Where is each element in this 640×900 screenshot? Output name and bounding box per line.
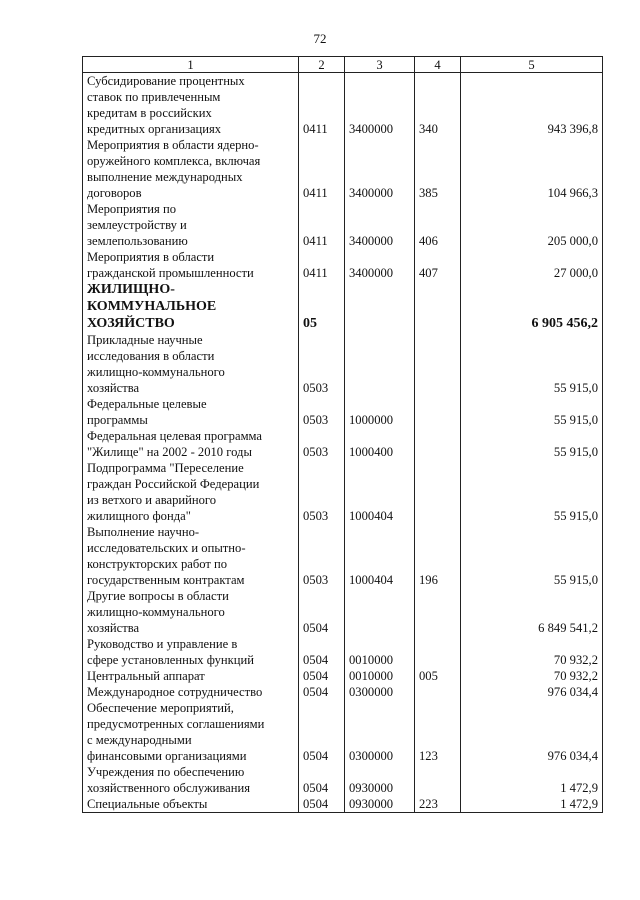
row-name-cell [83, 764, 299, 796]
target-article-cell: 3400000 [345, 73, 415, 138]
section-code-cell: 0411 [299, 201, 345, 249]
amount-cell: 55 915,0 [461, 396, 603, 428]
row-name-line: гражданской промышленности [87, 266, 254, 280]
expense-type-cell [415, 764, 461, 796]
row-name-line: хозяйственного обслуживания [87, 781, 251, 795]
table-row [83, 668, 603, 684]
expense-type-cell: 406 [415, 201, 461, 249]
row-name-line: с международными [87, 733, 192, 747]
table-row [83, 764, 603, 796]
row-name-line: Прикладные научные [87, 333, 203, 347]
row-name-line: оружейного комплекса, включая [87, 154, 261, 168]
section-code-cell: 0503 [299, 460, 345, 524]
amount-cell: 70 932,2 [461, 668, 603, 684]
table-row [83, 281, 603, 332]
section-code-cell: 0504 [299, 684, 345, 700]
row-name-cell [83, 428, 299, 460]
section-code-cell: 0411 [299, 249, 345, 281]
row-name-line: Другие вопросы в области [87, 589, 229, 603]
table-row [83, 700, 603, 764]
amount-cell: 6 849 541,2 [461, 588, 603, 636]
row-name-line: выполнение международных [87, 170, 243, 184]
amount-cell: 55 915,0 [461, 524, 603, 588]
row-name-line: "Жилище" на 2002 - 2010 годы [87, 445, 252, 459]
row-name-line: хозяйства [87, 621, 140, 635]
table-row [83, 684, 603, 700]
table-row [83, 201, 603, 249]
row-name-line: сфере установленных функций [87, 653, 254, 667]
row-name-line: Мероприятия в области [87, 250, 215, 264]
section-code-cell: 0411 [299, 73, 345, 138]
table-row [83, 396, 603, 428]
amount-cell: 55 915,0 [461, 428, 603, 460]
row-name-line: Мероприятия в области ядерно- [87, 138, 259, 152]
row-name-cell [83, 668, 299, 684]
section-code-cell: 0503 [299, 524, 345, 588]
target-article-cell: 1000404 [345, 524, 415, 588]
expense-type-cell [415, 684, 461, 700]
row-name-line: Выполнение научно- [87, 525, 200, 539]
expense-type-cell: 223 [415, 796, 461, 813]
section-code-cell: 05 [299, 281, 345, 332]
table-row [83, 428, 603, 460]
row-name-line: жилищного фонда" [87, 509, 191, 523]
table-row [83, 460, 603, 524]
page-number: 72 [313, 31, 327, 46]
expense-type-cell: 385 [415, 137, 461, 201]
row-name-line: землепользованию [87, 234, 188, 248]
row-name-line: жилищно-коммунального [87, 605, 225, 619]
row-name-line: кредитам в российских [87, 106, 212, 120]
amount-cell: 104 966,3 [461, 137, 603, 201]
row-name-cell [83, 684, 299, 700]
table-row [83, 332, 603, 396]
row-name-cell [83, 249, 299, 281]
row-name-line: Подпрограмма "Переселение [87, 461, 244, 475]
amount-cell: 55 915,0 [461, 460, 603, 524]
row-name-line: конструкторских работ по [87, 557, 228, 571]
expense-type-cell [415, 281, 461, 332]
row-name-cell [83, 700, 299, 764]
row-name-line: ЖИЛИЩНО- [87, 282, 175, 297]
row-name-line: хозяйства [87, 381, 140, 395]
row-name-line: Федеральная целевая программа [87, 429, 263, 443]
amount-cell: 6 905 456,2 [461, 281, 603, 332]
target-article-cell [345, 332, 415, 396]
row-name-line: Международное сотрудничество [87, 685, 263, 699]
row-name-line: Специальные объекты [87, 797, 208, 811]
section-code-cell: 0504 [299, 796, 345, 813]
column-header-2: 2 [299, 57, 345, 73]
row-name-line: исследования в области [87, 349, 215, 363]
expense-type-cell: 123 [415, 700, 461, 764]
section-code-cell: 0504 [299, 636, 345, 668]
row-name-line: программы [87, 413, 148, 427]
amount-cell: 27 000,0 [461, 249, 603, 281]
row-name-cell [83, 332, 299, 396]
row-name-line: Руководство и управление в [87, 637, 238, 651]
column-header-5: 5 [461, 57, 603, 73]
expense-type-cell [415, 636, 461, 668]
expense-type-cell [415, 396, 461, 428]
column-header-3: 3 [345, 57, 415, 73]
section-code-cell: 0411 [299, 137, 345, 201]
row-name-cell [83, 636, 299, 668]
target-article-cell: 3400000 [345, 137, 415, 201]
amount-cell: 943 396,8 [461, 73, 603, 138]
row-name-line: Центральный аппарат [87, 669, 205, 683]
row-name-line: граждан Российской Федерации [87, 477, 260, 491]
row-name-cell [83, 73, 299, 138]
target-article-cell: 0300000 [345, 684, 415, 700]
section-code-cell: 0504 [299, 764, 345, 796]
column-header-1: 1 [83, 57, 299, 73]
row-name-cell [83, 460, 299, 524]
table-header-row [83, 57, 603, 73]
expense-type-cell: 407 [415, 249, 461, 281]
row-name-line: государственным контрактам [87, 573, 245, 587]
target-article-cell: 3400000 [345, 201, 415, 249]
target-article-cell: 0010000 [345, 636, 415, 668]
row-name-line: предусмотренных соглашениями [87, 717, 265, 731]
target-article-cell: 0010000 [345, 668, 415, 684]
expense-type-cell [415, 428, 461, 460]
row-name-line: финансовыми организациями [87, 749, 247, 763]
amount-cell: 976 034,4 [461, 700, 603, 764]
expense-type-cell [415, 460, 461, 524]
expense-type-cell: 196 [415, 524, 461, 588]
expense-type-cell: 005 [415, 668, 461, 684]
target-article-cell: 1000000 [345, 396, 415, 428]
table-row [83, 73, 603, 138]
table-row [83, 796, 603, 813]
row-name-cell [83, 281, 299, 332]
target-article-cell: 0930000 [345, 764, 415, 796]
expense-type-cell: 340 [415, 73, 461, 138]
row-name-cell [83, 396, 299, 428]
row-name-line: ХОЗЯЙСТВО [87, 316, 175, 331]
section-code-cell: 0503 [299, 396, 345, 428]
amount-cell: 1 472,9 [461, 796, 603, 813]
table-row [83, 137, 603, 201]
row-name-line: Федеральные целевые [87, 397, 207, 411]
row-name-line: Субсидирование процентных [87, 74, 245, 88]
row-name-line: ставок по привлеченным [87, 90, 221, 104]
table-row [83, 524, 603, 588]
section-code-cell: 0504 [299, 668, 345, 684]
section-code-cell: 0504 [299, 588, 345, 636]
row-name-cell [83, 588, 299, 636]
target-article-cell [345, 588, 415, 636]
target-article-cell: 1000400 [345, 428, 415, 460]
expense-type-cell [415, 332, 461, 396]
target-article-cell: 1000404 [345, 460, 415, 524]
target-article-cell: 0300000 [345, 700, 415, 764]
table-row [83, 636, 603, 668]
table-body [83, 73, 603, 813]
row-name-cell [83, 796, 299, 813]
amount-cell: 1 472,9 [461, 764, 603, 796]
row-name-line: КОММУНАЛЬНОЕ [87, 299, 217, 314]
section-code-cell: 0504 [299, 700, 345, 764]
target-article-cell [345, 281, 415, 332]
row-name-line: жилищно-коммунального [87, 365, 225, 379]
amount-cell: 55 915,0 [461, 332, 603, 396]
section-code-cell: 0503 [299, 428, 345, 460]
row-name-line: кредитных организациях [87, 122, 222, 136]
expense-type-cell [415, 588, 461, 636]
amount-cell: 205 000,0 [461, 201, 603, 249]
amount-cell: 976 034,4 [461, 684, 603, 700]
budget-table [82, 56, 603, 813]
target-article-cell: 3400000 [345, 249, 415, 281]
row-name-cell [83, 201, 299, 249]
row-name-line: исследовательских и опытно- [87, 541, 246, 555]
column-header-4: 4 [415, 57, 461, 73]
target-article-cell: 0930000 [345, 796, 415, 813]
row-name-cell [83, 524, 299, 588]
amount-cell: 70 932,2 [461, 636, 603, 668]
table-row [83, 249, 603, 281]
row-name-line: договоров [87, 186, 142, 200]
row-name-line: из ветхого и аварийного [87, 493, 217, 507]
row-name-line: Учреждения по обеспечению [87, 765, 245, 779]
row-name-cell [83, 137, 299, 201]
row-name-line: землеустройству и [87, 218, 187, 232]
section-code-cell: 0503 [299, 332, 345, 396]
table-row [83, 588, 603, 636]
row-name-line: Мероприятия по [87, 202, 177, 216]
row-name-line: Обеспечение мероприятий, [87, 701, 234, 715]
